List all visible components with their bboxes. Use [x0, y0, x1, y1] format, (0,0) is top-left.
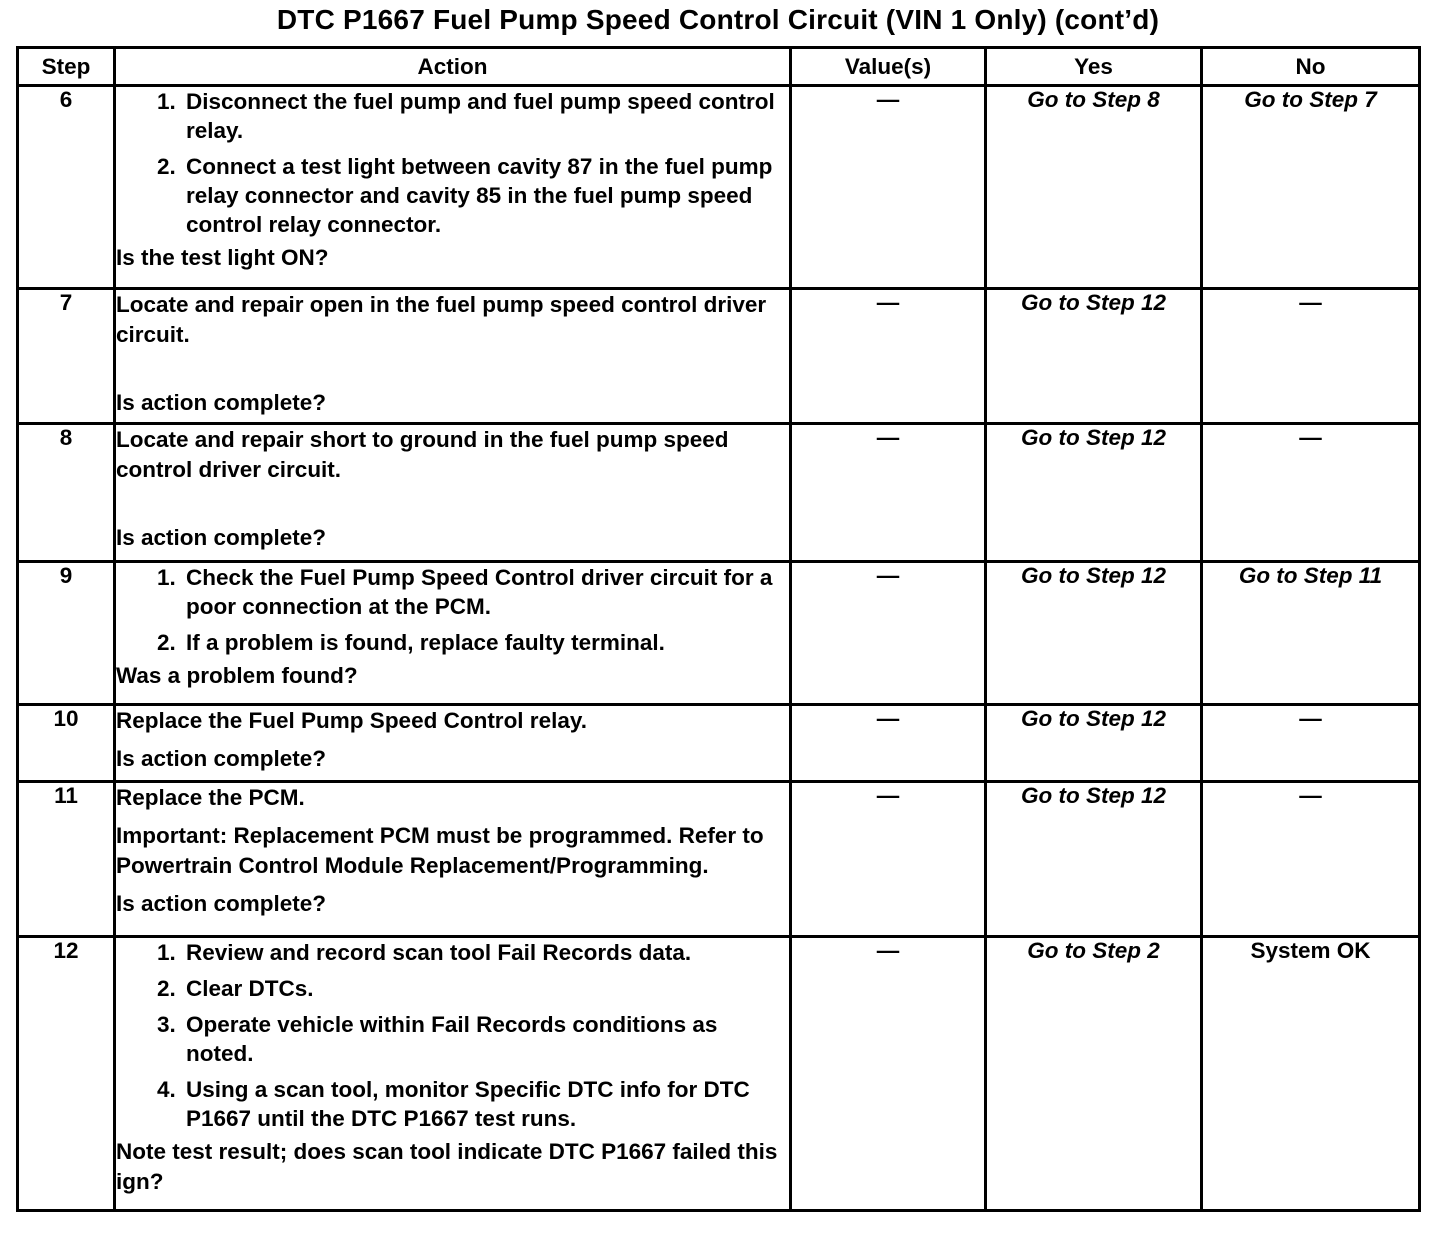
action-cell: [115, 86, 791, 289]
value-cell: —: [791, 562, 986, 705]
step-number: 6: [18, 86, 115, 289]
step-number: 11: [18, 782, 115, 937]
action-text: Locate and repair open in the fuel pump speed control driver circuit.: [116, 292, 767, 347]
action-question: Is action complete?: [116, 891, 327, 916]
header-action: Action: [115, 48, 791, 86]
action-cell: [115, 289, 791, 424]
action-step: 3. Operate vehicle within Fail Records conditions as noted.: [182, 1010, 789, 1068]
header-values: Value(s): [791, 48, 986, 86]
no-value: —: [1202, 705, 1420, 782]
no-link[interactable]: Go to Step 7: [1202, 86, 1420, 289]
step-number: 12: [18, 937, 115, 1211]
action-question: Was a problem found?: [116, 663, 358, 688]
no-value: —: [1202, 782, 1420, 937]
action-steps: [116, 938, 789, 1133]
table-row: [18, 782, 1420, 937]
header-yes: Yes: [986, 48, 1202, 86]
action-question: Is action complete?: [116, 746, 327, 771]
action-question: Is the test light ON?: [116, 245, 329, 270]
action-question: Is action complete?: [116, 525, 327, 550]
yes-link[interactable]: Go to Step 12: [986, 782, 1202, 937]
action-step: 4. Using a scan tool, monitor Specific DTC info for DTC P1667 until the DTC P1667 test runs.: [182, 1075, 789, 1133]
step-number: 10: [18, 705, 115, 782]
action-text: Locate and repair short to ground in the fuel pump speed control driver circuit.: [116, 427, 729, 482]
table-row: [18, 937, 1420, 1211]
important-note: [116, 821, 789, 881]
table-row: [18, 424, 1420, 562]
yes-link[interactable]: Go to Step 12: [986, 289, 1202, 424]
diagnostic-table: [16, 46, 1421, 1212]
action-step: 2. Clear DTCs.: [182, 974, 789, 1003]
table-row: [18, 562, 1420, 705]
action-question: Note test result; does scan tool indicate DTC P1667 failed this ign?: [116, 1139, 778, 1194]
header-row: [18, 48, 1420, 86]
value-cell: —: [791, 782, 986, 937]
step-number: 7: [18, 289, 115, 424]
value-cell: —: [791, 705, 986, 782]
action-cell: [115, 424, 791, 562]
yes-link[interactable]: Go to Step 2: [986, 937, 1202, 1211]
action-step: 1. Review and record scan tool Fail Records data.: [182, 938, 789, 967]
no-value: —: [1202, 424, 1420, 562]
action-steps: [116, 87, 789, 239]
no-link[interactable]: Go to Step 11: [1202, 562, 1420, 705]
action-cell: [115, 562, 791, 705]
action-step: 2. Connect a test light between cavity 87 in the fuel pump relay connector and cavity 85 in the fuel pump speed control relay connector.: [182, 152, 789, 239]
action-step: 1. Disconnect the fuel pump and fuel pump speed control relay.: [182, 87, 789, 145]
table-row: [18, 289, 1420, 424]
action-question: Is action complete?: [116, 390, 327, 415]
yes-link[interactable]: Go to Step 8: [986, 86, 1202, 289]
value-cell: —: [791, 937, 986, 1211]
value-cell: —: [791, 424, 986, 562]
header-step: Step: [18, 48, 115, 86]
value-cell: —: [791, 289, 986, 424]
table-row: [18, 86, 1420, 289]
action-cell: [115, 705, 791, 782]
action-step: 2. If a problem is found, replace faulty terminal.: [182, 628, 789, 657]
no-result: System OK: [1202, 937, 1420, 1211]
action-text: Replace the PCM.: [116, 785, 305, 810]
table-row: [18, 705, 1420, 782]
action-step: 1. Check the Fuel Pump Speed Control driver circuit for a poor connection at the PCM.: [182, 563, 789, 621]
action-cell: [115, 937, 791, 1211]
yes-link[interactable]: Go to Step 12: [986, 424, 1202, 562]
yes-link[interactable]: Go to Step 12: [986, 562, 1202, 705]
important-text: Replacement PCM must be programmed. Refer to Powertrain Control Module Replacement/Programming.: [116, 823, 764, 878]
action-text: Replace the Fuel Pump Speed Control relay.: [116, 708, 587, 733]
action-cell: [115, 782, 791, 937]
action-steps: [116, 563, 789, 657]
no-value: —: [1202, 289, 1420, 424]
yes-link[interactable]: Go to Step 12: [986, 705, 1202, 782]
step-number: 8: [18, 424, 115, 562]
value-cell: —: [791, 86, 986, 289]
step-number: 9: [18, 562, 115, 705]
page-title: DTC P1667 Fuel Pump Speed Control Circuit (VIN 1 Only) (cont’d): [276, 4, 1160, 35]
important-label: Important:: [116, 823, 228, 848]
header-no: No: [1202, 48, 1420, 86]
